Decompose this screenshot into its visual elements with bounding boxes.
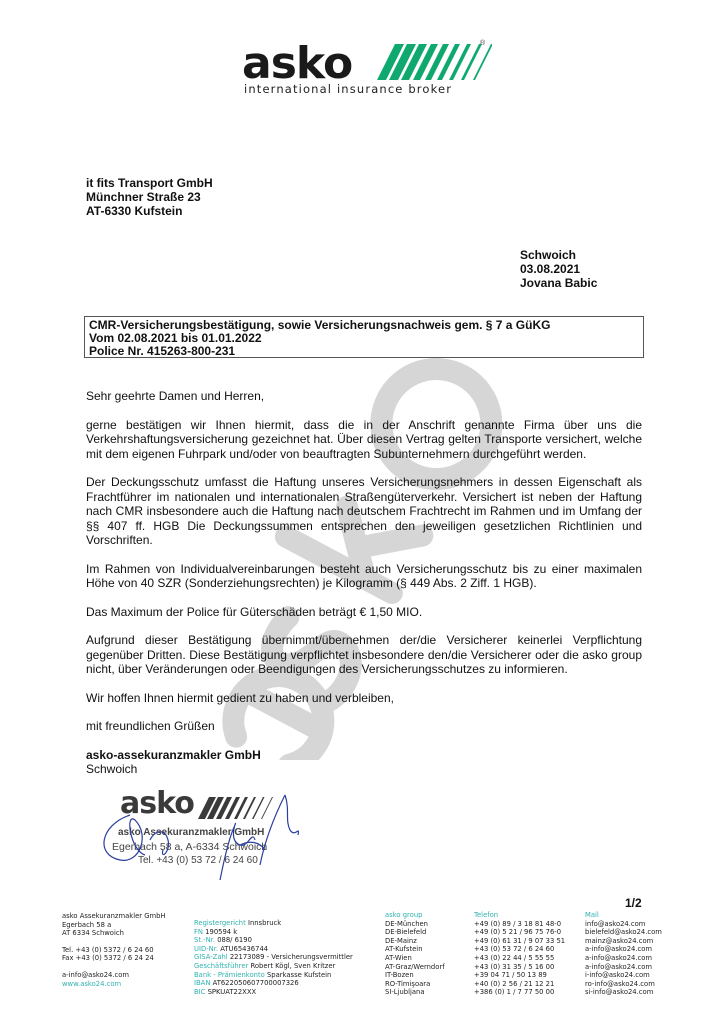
body-paragraph: gerne bestätigen wir Ihnen hiermit, dass die in der Anschrift genannte Firma über uns die Verkehrshaftungsversicherung gezeichnet hat. Über diesen Vertrag gelten Transporte versichert, welche mit dem eigenen Fuhrpark und/oder von beauftragten Subunternehmern durchgeführt werden. (86, 417, 642, 461)
logo-stripes-icon (377, 44, 492, 80)
office-mail[interactable]: si-info@asko24.com (585, 988, 654, 997)
registry-label: GISA-Zahl (194, 953, 228, 962)
footer-city: AT 6334 Schwoich (62, 929, 124, 938)
registry-label: UID-Nr. (194, 944, 219, 953)
letter-date: 03.08.2021 (520, 262, 581, 276)
registry-row (194, 979, 353, 988)
sender-block (520, 248, 597, 290)
registry-label: Geschäftsführer (194, 961, 249, 970)
office-name: DE-Bielefeld (385, 928, 427, 937)
office-mail[interactable]: info@asko24.com (585, 919, 646, 928)
registry-row (194, 936, 353, 945)
office-phone: +40 (0) 2 56 / 21 12 21 (474, 979, 555, 988)
page-number: 1/2 (625, 896, 642, 910)
registry-value: Robert Kögl, Sven Kritzer (250, 961, 336, 970)
office-name: RO-Timişoara (385, 979, 431, 988)
registry-label: Bank - Prämienkonto (194, 970, 265, 979)
salutation: Sehr geehrte Damen und Herren, (86, 389, 265, 403)
office-name: SI-Ljubljana (385, 988, 425, 997)
registry-value: AT622050607700007326 (212, 979, 299, 988)
office-mail[interactable]: a-info@asko24.com (585, 945, 653, 954)
office-phone: +49 (0) 61 31 / 9 07 33 51 (474, 936, 566, 945)
registry-value: Sparkasse Kufstein (266, 970, 332, 979)
registry-label: IBAN (194, 979, 211, 988)
subject-title: CMR-Versicherungsbestätigung, sowie Versicherungsnachweis gem. § 7 a GüKG (89, 318, 551, 332)
body-paragraph: Der Deckungsschutz umfasst die Haftung unseres Versicherungsnehmers in dessen Eigenschaft als Frachtführer im nationalen und internationalen Straßengüterverkehr. Versichert ist neben der Haftung nach CMR insbesondere auch die Haftung nach deutschem Frachtrecht im Rahmen und im Umfang der §§ 407 ff. HGB Die Deckungssummen entsprechen den jeweiligen gesetzlichen Richtlinien und Vorschriften. (86, 475, 642, 547)
footer-offices (385, 911, 445, 997)
registry-value: 190594 k (205, 927, 238, 936)
letter-body (86, 389, 642, 777)
registry-value: SPKUAT22XXX (207, 987, 257, 996)
office-mail[interactable]: a-info@asko24.com (585, 953, 653, 962)
company-stamp (90, 785, 330, 885)
office-phone: +43 (0) 53 72 / 6 24 60 (474, 945, 555, 954)
stamp-company: asko Assekuranzmakler GmbH (118, 827, 265, 838)
body-paragraph: Aufgrund dieser Bestätigung übernimmt/übernehmen der/die Versicherer keinerlei Verpflichtung gegenüber Dritten. Diese Bestätigung verpflichtet insbesondere den/die Versicherer oder die asko group nicht, über Veränderungen oder Beendigungen des Versicherungsschutzes zu informieren. (86, 633, 642, 676)
registry-label: FN (194, 927, 203, 936)
office-name: IT-Bozen (385, 971, 414, 980)
asko-logo (242, 38, 492, 96)
footer-street: Egerbach 58 a (62, 920, 112, 929)
phones-header: Telefon (474, 911, 499, 919)
office-mail[interactable]: mainz@asko24.com (585, 936, 654, 945)
recipient-street: Münchner Straße 23 (86, 190, 201, 204)
footer-company-info (62, 912, 166, 988)
logo-wordmark: asko (242, 38, 353, 89)
office-name: AT-Kufstein (385, 945, 423, 954)
footer-fax: Fax +43 (0) 5372 / 6 24 24 (62, 954, 154, 963)
stamp-phone: Tel. +43 (0) 53 72 / 6 24 60 (138, 855, 258, 866)
subject-period: Vom 02.08.2021 bis 01.01.2022 (89, 331, 262, 345)
recipient-company: it fits Transport GmbH (86, 176, 213, 190)
footer-website-link[interactable]: www.asko24.com (62, 979, 122, 988)
office-phone: +49 (0) 5 21 / 96 75 76-0 (474, 928, 562, 937)
registry-label: St.-Nr. (194, 936, 216, 945)
registry-row (194, 988, 353, 997)
office-mail[interactable]: bielefeld@asko24.com (585, 928, 662, 937)
registry-row (194, 962, 353, 971)
stamp-stripes-icon (198, 797, 288, 819)
office-name: AT-Graz/Werndorf (385, 962, 445, 971)
subject-box (84, 316, 644, 358)
registry-label: Registergericht (194, 919, 246, 927)
registry-row (194, 953, 353, 962)
signatory-place: Schwoich (86, 762, 138, 776)
office-name: DE-München (385, 919, 428, 928)
offices-header: asko group (385, 911, 423, 919)
body-paragraph: Das Maximum der Police für Güterschäden beträgt € 1,50 MIO. (86, 604, 423, 619)
body-paragraph: Im Rahmen von Individualvereinbarungen besteht auch Versicherungsschutz bis zu einer maximalen Höhe von 40 SZR (Sonderziehungsrechten) je Kilogramm (§ 449 Abs. 2 Ziff. 1 HGB). (86, 561, 642, 590)
recipient-address (86, 176, 213, 218)
registry-value: Innsbruck (247, 919, 282, 927)
registry-value: 088/ 6190 (217, 936, 252, 945)
registered-mark: ® (480, 40, 486, 47)
office-phone: +386 (0) 1 / 7 77 50 00 (474, 988, 555, 997)
signatory-company: asko-assekuranzmakler GmbH (86, 747, 261, 762)
office-phone: +43 (0) 31 35 / 5 16 00 (474, 962, 555, 971)
registry-value: ATU65436744 (220, 944, 269, 953)
registry-value: 22173089 - Versicherungsvermittler (229, 953, 353, 962)
logo-tagline: international insurance broker (244, 82, 453, 96)
registry-row (194, 971, 353, 980)
registry-row (194, 945, 353, 954)
office-phone: +39 04 71 / 50 13 89 (474, 971, 547, 980)
footer-tel: Tel. +43 (0) 5372 / 6 24 60 (62, 945, 154, 954)
mails-header: Mail (585, 911, 599, 919)
sender-place: Schwoich (520, 248, 577, 262)
office-name: DE-Mainz (385, 936, 417, 945)
footer-company-name: asko Assekuranzmakler GmbH (62, 912, 166, 920)
footer-email-link[interactable]: a-info@asko24.com (62, 970, 130, 979)
footer-phones (474, 911, 565, 997)
office-name: AT-Wien (385, 953, 412, 962)
footer-mails (585, 911, 662, 997)
footer-registry (194, 919, 353, 996)
recipient-city: AT-6330 Kufstein (86, 204, 183, 218)
office-phone: +49 (0) 89 / 3 18 81 48-0 (474, 919, 562, 928)
subject-policy-number: Police Nr. 415263-800-231 (89, 344, 236, 358)
office-mail[interactable]: ro-info@asko24.com (585, 979, 655, 988)
sender-contact: Jovana Babic (520, 276, 598, 290)
closing: mit freundlichen Grüßen (86, 719, 215, 733)
registry-label: BIC (194, 987, 206, 996)
office-mail[interactable]: a-info@asko24.com (585, 962, 653, 971)
registry-row (194, 919, 353, 928)
body-paragraph: Wir hoffen Ihnen hiermit gedient zu haben und verbleiben, (86, 690, 394, 705)
registry-row (194, 928, 353, 937)
stamp-address: Egerbach 58 a, A-6334 Schwoich (112, 841, 268, 853)
office-phone: +43 (0) 22 44 / 5 55 55 (474, 953, 555, 962)
stamp-logo-word: asko (120, 786, 194, 821)
office-mail[interactable]: i-info@asko24.com (585, 971, 650, 980)
